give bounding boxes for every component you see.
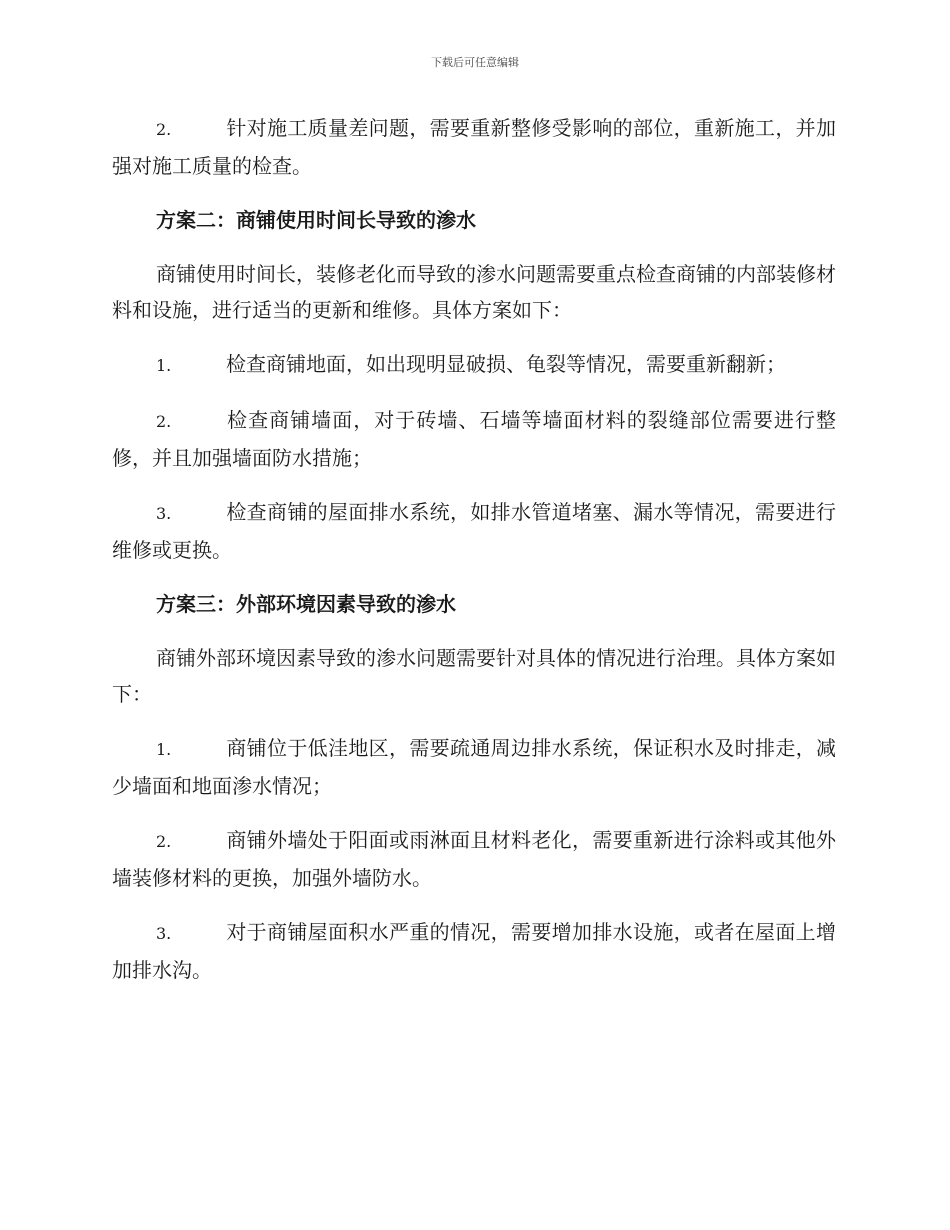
list-item bbox=[112, 730, 836, 804]
list-item-number: 2. bbox=[156, 832, 172, 851]
list-item bbox=[112, 346, 836, 384]
list-item bbox=[112, 914, 836, 988]
list-item-text: 检查商铺地面，如出现明显破损、龟裂等情况，需要重新翻新； bbox=[226, 352, 786, 376]
list-item-number: 3. bbox=[156, 504, 172, 523]
list-item-text: 检查商铺的屋面排水系统，如排水管道堵塞、漏水等情况，需要进行维修或更换。 bbox=[112, 500, 836, 562]
list-item-number: 1. bbox=[156, 740, 172, 759]
paragraph: 商铺使用时间长，装修老化而导致的渗水问题需要重点检查商铺的内部装修材料和设施，进行适当的更新和维修。具体方案如下： bbox=[112, 262, 836, 322]
header-note: 下载后可任意编辑 bbox=[431, 56, 519, 69]
list-item-number: 2. bbox=[156, 412, 172, 431]
paragraph: 商铺外部环境因素导致的渗水问题需要针对具体的情况进行治理。具体方案如下： bbox=[112, 646, 836, 706]
list-item-number: 2. bbox=[156, 120, 172, 139]
list-item bbox=[112, 822, 836, 896]
list-item-text: 对于商铺屋面积水严重的情况，需要增加排水设施，或者在屋面上增加排水沟。 bbox=[112, 920, 836, 982]
list-item-text: 商铺外墙处于阳面或雨淋面且材料老化，需要重新进行涂料或其他外墙装修材料的更换，加强外墙防水。 bbox=[112, 828, 836, 890]
list-item-text: 商铺位于低洼地区，需要疏通周边排水系统，保证积水及时排走，减少墙面和地面渗水情况； bbox=[112, 736, 836, 798]
list-item-text: 针对施工质量差问题，需要重新整修受影响的部位，重新施工，并加强对施工质量的检查。 bbox=[112, 116, 836, 178]
document-body bbox=[112, 110, 836, 1006]
section-heading: 方案三：外部环境因素导致的渗水 bbox=[156, 592, 456, 616]
list-item bbox=[112, 402, 836, 476]
section-heading: 方案二：商铺使用时间长导致的渗水 bbox=[156, 208, 476, 232]
list-item-number: 1. bbox=[156, 356, 172, 375]
list-item bbox=[112, 494, 836, 568]
list-item-number: 3. bbox=[156, 924, 172, 943]
list-item bbox=[112, 110, 836, 184]
list-item-text: 检查商铺墙面，对于砖墙、石墙等墙面材料的裂缝部位需要进行整修，并且加强墙面防水措施； bbox=[112, 408, 836, 470]
